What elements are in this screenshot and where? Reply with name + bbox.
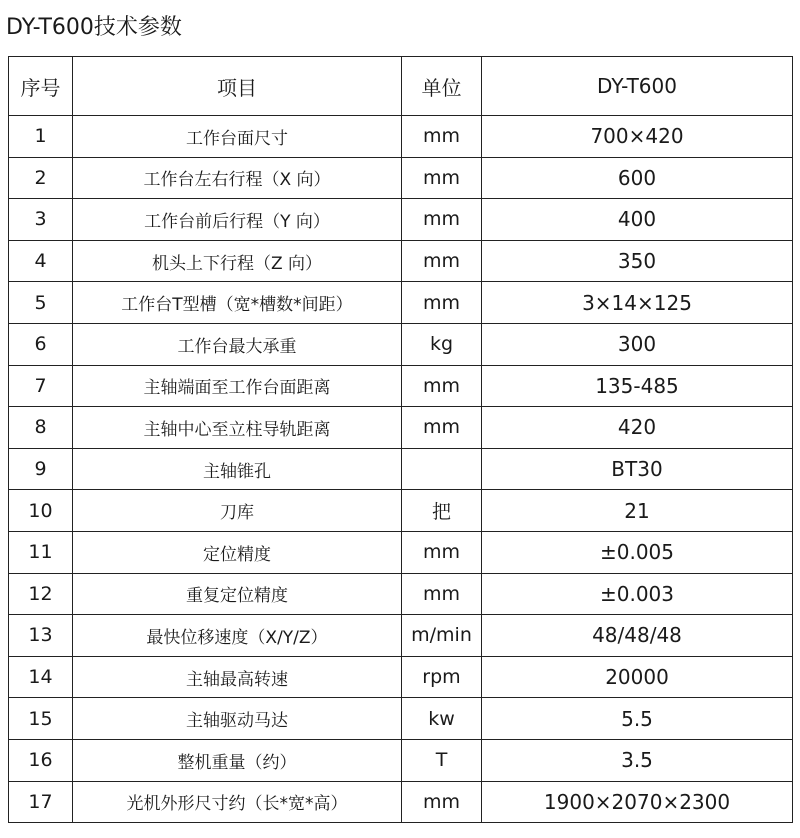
row-item: 光机外形尺寸约（长*宽*高） — [73, 781, 402, 823]
row-number: 8 — [9, 407, 73, 449]
row-number: 5 — [9, 282, 73, 324]
row-item: 工作台前后行程（Y 向） — [73, 199, 402, 241]
row-number: 15 — [9, 698, 73, 740]
row-value: 3.5 — [482, 739, 793, 781]
spec-table — [8, 56, 793, 823]
row-unit: 把 — [402, 490, 482, 532]
row-item: 重复定位精度 — [73, 573, 402, 615]
row-item: 主轴锥孔 — [73, 448, 402, 490]
row-number: 3 — [9, 199, 73, 241]
row-unit: kg — [402, 323, 482, 365]
row-value: 1900×2070×2300 — [482, 781, 793, 823]
row-unit: T — [402, 739, 482, 781]
row-unit: rpm — [402, 656, 482, 698]
row-item: 主轴端面至工作台面距离 — [73, 365, 402, 407]
table-header-row — [9, 57, 793, 116]
row-unit — [402, 448, 482, 490]
table-row — [9, 531, 793, 573]
table-row — [9, 615, 793, 657]
header-unit: 单位 — [402, 57, 482, 116]
row-item: 主轴驱动马达 — [73, 698, 402, 740]
row-number: 2 — [9, 157, 73, 199]
row-unit: mm — [402, 282, 482, 324]
row-item: 主轴中心至立柱导轨距离 — [73, 407, 402, 449]
row-item: 工作台左右行程（X 向） — [73, 157, 402, 199]
page-title: DY-T600技术参数 — [6, 15, 182, 40]
row-item: 工作台面尺寸 — [73, 116, 402, 158]
row-value: ±0.003 — [482, 573, 793, 615]
row-unit: mm — [402, 157, 482, 199]
row-number: 13 — [9, 615, 73, 657]
row-value: 48/48/48 — [482, 615, 793, 657]
table-row — [9, 656, 793, 698]
row-unit: mm — [402, 531, 482, 573]
table-row — [9, 781, 793, 823]
row-value: 400 — [482, 199, 793, 241]
row-number: 4 — [9, 240, 73, 282]
row-value: 20000 — [482, 656, 793, 698]
row-number: 9 — [9, 448, 73, 490]
row-item: 工作台T型槽（宽*槽数*间距） — [73, 282, 402, 324]
row-value: 5.5 — [482, 698, 793, 740]
table-row — [9, 739, 793, 781]
row-value: 21 — [482, 490, 793, 532]
table-row — [9, 157, 793, 199]
table-row — [9, 573, 793, 615]
row-item: 定位精度 — [73, 531, 402, 573]
row-number: 1 — [9, 116, 73, 158]
row-value: 350 — [482, 240, 793, 282]
row-unit: mm — [402, 781, 482, 823]
row-value: 3×14×125 — [482, 282, 793, 324]
row-unit: mm — [402, 199, 482, 241]
table-row — [9, 365, 793, 407]
row-unit: mm — [402, 240, 482, 282]
row-number: 14 — [9, 656, 73, 698]
table-row — [9, 698, 793, 740]
table-row — [9, 282, 793, 324]
row-number: 7 — [9, 365, 73, 407]
table-body — [9, 116, 793, 823]
row-number: 6 — [9, 323, 73, 365]
table-row — [9, 407, 793, 449]
row-value: ±0.005 — [482, 531, 793, 573]
row-value: 135-485 — [482, 365, 793, 407]
header-value: DY-T600 — [482, 57, 793, 116]
table-row — [9, 323, 793, 365]
row-unit: kw — [402, 698, 482, 740]
row-number: 10 — [9, 490, 73, 532]
header-item: 项目 — [73, 57, 402, 116]
table-row — [9, 199, 793, 241]
row-value: 420 — [482, 407, 793, 449]
table-row — [9, 490, 793, 532]
row-unit: mm — [402, 365, 482, 407]
table-row — [9, 240, 793, 282]
row-value: BT30 — [482, 448, 793, 490]
row-item: 机头上下行程（Z 向） — [73, 240, 402, 282]
row-item: 刀库 — [73, 490, 402, 532]
row-item: 最快位移速度（X/Y/Z） — [73, 615, 402, 657]
row-number: 12 — [9, 573, 73, 615]
row-value: 300 — [482, 323, 793, 365]
row-unit: mm — [402, 573, 482, 615]
row-number: 16 — [9, 739, 73, 781]
row-value: 700×420 — [482, 116, 793, 158]
row-item: 整机重量（约） — [73, 739, 402, 781]
row-value: 600 — [482, 157, 793, 199]
table-row — [9, 116, 793, 158]
row-unit: mm — [402, 116, 482, 158]
row-number: 17 — [9, 781, 73, 823]
table-row — [9, 448, 793, 490]
row-item: 工作台最大承重 — [73, 323, 402, 365]
row-unit: mm — [402, 407, 482, 449]
row-unit: m/min — [402, 615, 482, 657]
row-item: 主轴最高转速 — [73, 656, 402, 698]
header-no: 序号 — [9, 57, 73, 116]
row-number: 11 — [9, 531, 73, 573]
